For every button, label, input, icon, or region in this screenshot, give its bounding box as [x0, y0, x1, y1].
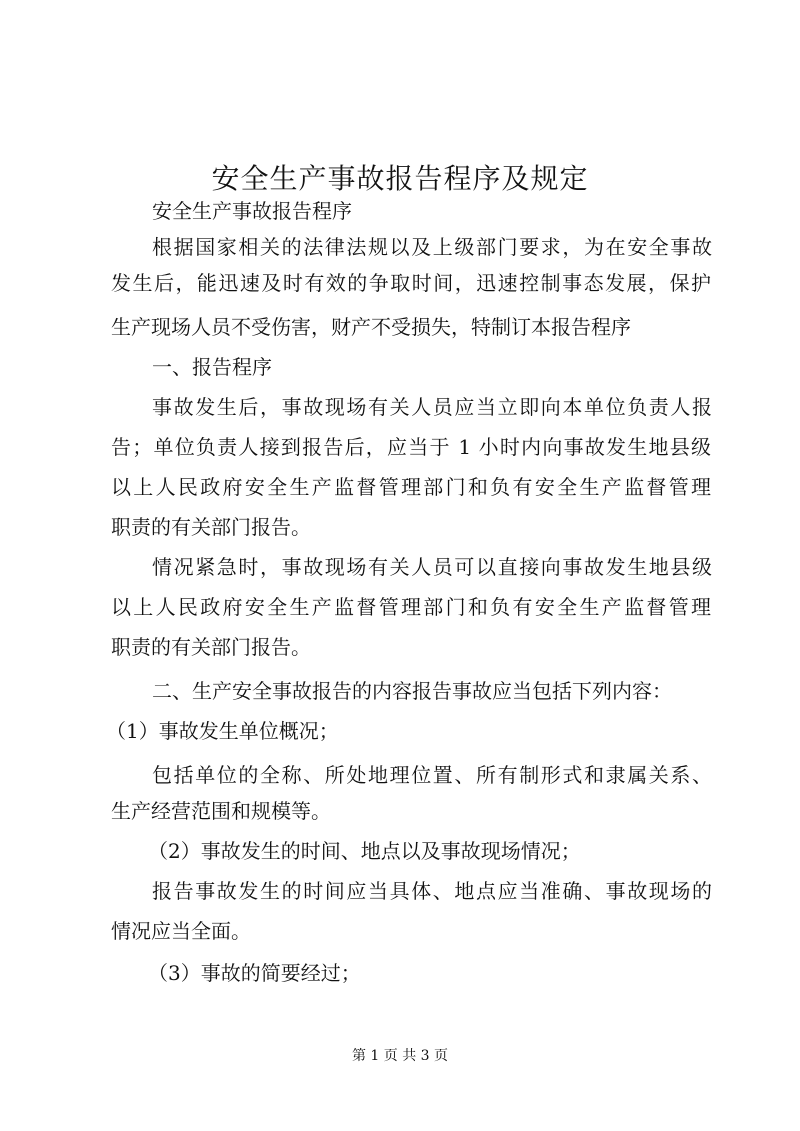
- paragraph-line: 情况应当全面。: [111, 919, 251, 943]
- paragraph-line: 根据国家相关的法律法规以及上级部门要求，为在安全事故: [152, 235, 712, 259]
- paragraph-line: 告；单位负责人接到报告后，应当于 1 小时内向事故发生地县级: [111, 435, 711, 459]
- paragraph-line: 以上人民政府安全生产监督管理部门和负有安全生产监督管理: [111, 595, 711, 619]
- document-title: 安全生产事故报告程序及规定: [211, 161, 589, 195]
- paragraph-line: 职责的有关部门报告。: [111, 635, 311, 659]
- paragraph-line: 职责的有关部门报告。: [111, 515, 311, 539]
- paragraph-line: 事故发生后，事故现场有关人员应当立即向本单位负责人报: [152, 395, 712, 419]
- paragraph-line: 生产经营范围和规模等。: [111, 799, 331, 823]
- paragraph-line: 发生后，能迅速及时有效的争取时间，迅速控制事态发展，保护: [111, 271, 711, 295]
- paragraph-line: 安全生产事故报告程序: [152, 199, 352, 223]
- paragraph-line: 包括单位的全称、所处地理位置、所有制形式和隶属关系、: [152, 763, 712, 787]
- paragraph-line: 报告事故发生的时间应当具体、地点应当准确、事故现场的: [152, 879, 712, 903]
- paragraph-line: 以上人民政府安全生产监督管理部门和负有安全生产监督管理: [111, 475, 711, 499]
- page-number-footer: 第 1 页 共 3 页: [351, 1048, 449, 1064]
- list-item-heading: （1）事故发生单位概况；: [106, 719, 339, 743]
- paragraph-line: 情况紧急时，事故现场有关人员可以直接向事故发生地县级: [152, 555, 712, 579]
- section-heading: 二、生产安全事故报告的内容报告事故应当包括下列内容：: [152, 679, 672, 703]
- list-item-heading: （3）事故的简要经过；: [148, 961, 361, 985]
- section-heading: 一、报告程序: [152, 355, 272, 379]
- list-item-heading: （2）事故发生的时间、地点以及事故现场情况；: [148, 839, 581, 863]
- paragraph-line: 生产现场人员不受伤害，财产不受损失，特制订本报告程序: [111, 315, 631, 339]
